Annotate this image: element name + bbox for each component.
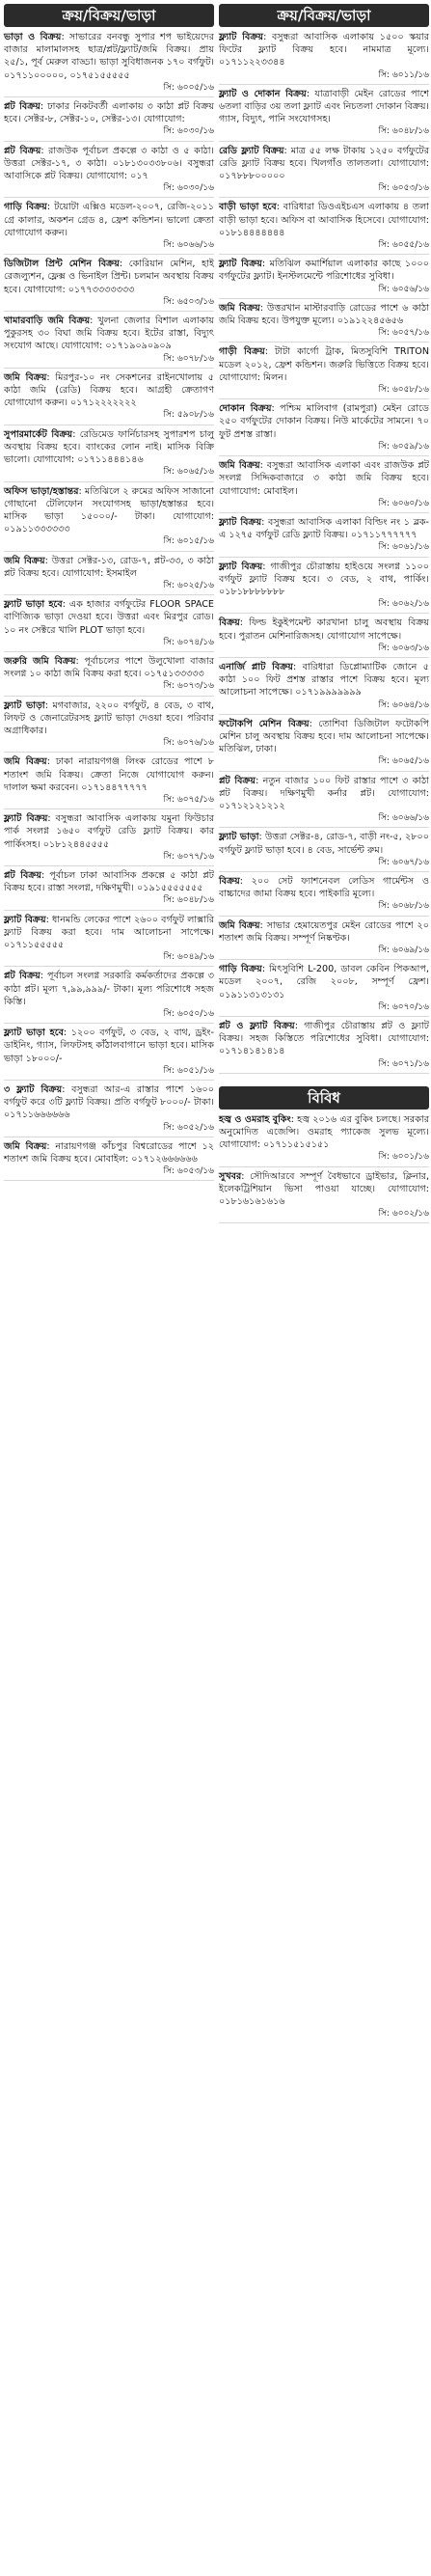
ad-heading: জমি বিক্রয় bbox=[219, 460, 260, 472]
classified-ad bbox=[4, 201, 214, 255]
classified-ad bbox=[4, 315, 214, 369]
ad-heading: জমি বিক্রয় bbox=[4, 371, 47, 383]
ad-heading: জমি বিক্রয় bbox=[219, 302, 260, 314]
ad-body: : পূর্বাচলের পাশে উলুখোলা বাজার সংলগ্ন ১০ কাঠা জমি বিক্রয় করা হবে। ০১৭৫১৩৩৩৩৩ bbox=[4, 655, 215, 680]
section-banner-miscellaneous: বিবিধ bbox=[219, 1086, 429, 1110]
ad-body: : নতুন বাজার ১০০ ফিট রাস্তার পাশে ৩ কাঠা প্লট বিক্রয়। দক্ষিণমুখী কর্নার প্লট। যোগাযোগ: ০১৭১২১২১২১২ bbox=[219, 775, 430, 811]
classified-ad bbox=[219, 617, 429, 658]
ad-code: সি: ৬০৭৮/১৬ bbox=[163, 353, 214, 364]
ad-heading: রেডি ফ্ল্যাট বিক্রয় bbox=[219, 145, 284, 156]
ad-body: : মাত্র ৫৫ লক্ষ টাকায় ১২৫০ বর্গফুটের রেডি ফ্ল্যাট বিক্রয় হবে। খিলগাঁও তালতলা। যোগাযোগ: ০১৭৮৮৮০০০০০ bbox=[219, 145, 429, 182]
classified-ad bbox=[4, 755, 214, 809]
ad-heading: প্লট বিক্রয় bbox=[4, 971, 40, 982]
ad-heading: সুখবর bbox=[219, 1170, 242, 1182]
classified-ad bbox=[4, 555, 214, 596]
ad-body: : যাত্রাবাড়ী মেইন রোডের পাশে ৬তলা বাড়ির ৩য় তলা ফ্ল্যাট এবং নিচতলা দোকান বিক্রয়। গ্যাস, বিদ্যুৎ, পানি সংযোগসহ। bbox=[219, 88, 429, 125]
ad-code: সি: ৬০৬৬/১৬ bbox=[163, 240, 214, 251]
ad-heading: গাড়ী বিক্রয় bbox=[219, 346, 265, 358]
classified-ad bbox=[219, 31, 429, 85]
classified-ad bbox=[4, 1027, 214, 1081]
classified-ad bbox=[219, 345, 429, 399]
ad-body: : উত্তরখান মাস্টারবাড়ি রোডের পাশে ৬ কাঠা জমি বিক্রয় হবে। উপযুক্ত মূল্যে। ০১৯১২২৪৫৬৫৬ bbox=[219, 302, 429, 327]
classified-ad bbox=[4, 428, 214, 482]
classified-ad bbox=[219, 718, 429, 772]
ad-heading: গাড়ি বিক্রয় bbox=[219, 964, 262, 975]
ad-heading: ফটোকপি মেশিন বিক্রয় bbox=[219, 718, 310, 729]
ad-body: : গাজীপুর চৌরাস্তায় প্লট ও ফ্ল্যাট বিক্রয়। সহজ কিস্তিতে পরিশোধের সুবিধা। যোগাযোগ: ০১৭১৪১৪১৪১৪ bbox=[219, 1021, 429, 1057]
classified-ad bbox=[219, 1170, 429, 1224]
ad-body: : সাভার হেমায়েতপুর মেইন রোডের পাশে ২০ শতাংশ জমি বিক্রয়। সম্পূর্ণ নিষ্কণ্টক। bbox=[219, 919, 429, 944]
ad-body: : সাভারের বনবন্ধু সুপার শপ ভাইয়েদের বাজার মালামালসহ ছাত্র/প্লট/ফ্ল্যাট/জমি বিক্রয়। প্রায় ২৫/১, পূর্ব মেরুল বাড্ডা। ভাড়া সুবিধাজনক ১৭০ বর্গফুট। ০১৭১১০০০০০, ০১৭৫১৫৫৫৫৫ bbox=[4, 32, 214, 81]
classified-ad bbox=[4, 914, 214, 968]
ad-body: : ঢাকা নারায়ণগঞ্জ লিংক রোডের পাশে ৮ শতাংশ জমি বিক্রয়। ক্রেতা নিজে যোগাযোগ করুন। দালাল ক্ষমা করবেন। ০১৭১৪৪৭৭৭৭৭ bbox=[4, 756, 214, 793]
ad-heading: প্লট বিক্রয় bbox=[4, 869, 41, 881]
ad-heading: প্লট বিক্রয় bbox=[4, 101, 40, 113]
classified-ad bbox=[4, 258, 214, 312]
ad-body: : রাজউক পূর্বাচল প্রকল্পে ৩ কাঠা ও ৫ কাঠা। উত্তরা সেক্টর-১৭, ৩ কাঠা। ০১৮১৩০৩৩৮০৬। বসুন্ধরা আবাসিকে প্লট বিক্রয়। যোগাযোগ: ০১৭ bbox=[4, 145, 214, 182]
ad-heading: প্লট বিক্রয় bbox=[219, 775, 256, 786]
classified-ad bbox=[219, 775, 429, 829]
ad-heading: ফ্ল্যাট ভাড়া হবে bbox=[4, 599, 63, 611]
ad-code: সি: ৬০৭০/১৬ bbox=[378, 1001, 429, 1012]
ad-heading: হজ্ব ও ওমরাহ বুকিং bbox=[219, 1113, 291, 1125]
ad-code: সি: ৬০৪৮/১৬ bbox=[163, 895, 214, 906]
ad-code: সি: ৬০৫৫/১৬ bbox=[378, 240, 429, 251]
ad-code: সি: ৬০৫৮/১৬ bbox=[378, 385, 429, 396]
ad-code: সি: ৬০৭৩/১৬ bbox=[163, 681, 214, 692]
classified-ad bbox=[219, 459, 429, 513]
ad-body: : সৌদিআরবে সম্পূর্ণ বৈধভাবে ড্রাইভার, ক্লিনার, ইলেকট্রিশিয়ান ভিসা পাওয়া যাচ্ছে। যোগাযোগ: ০১৮১৬১৬১৬১৬ bbox=[219, 1170, 429, 1208]
ad-code: সি: ৬০৭৭/১৬ bbox=[163, 851, 214, 862]
ad-heading: ফ্ল্যাট বিক্রয় bbox=[219, 259, 262, 270]
ad-heading: বিক্রয় bbox=[219, 617, 240, 629]
ad-body: : বসুন্ধরা আবাসিক এলাকায় যমুনা ফিউচার পার্ক সংলগ্ন ১৬৫০ বর্গফুট রেডি ফ্ল্যাট বিক্রয়। কার পার্কিংসহ। ০১৮১২৪৪৫৫৫৫ bbox=[4, 813, 214, 850]
ad-code: সি: ৫৯০৮/১৬ bbox=[163, 410, 214, 421]
ad-body: : বারিধারা ডিপ্লোম্যাটিক জোনে ৫ কাঠা ১০০ ফিট প্রশস্ত রাস্তার পাশে বিক্রয় হবে। মূল্য আলোচনা সাপেক্ষে। ০১৭১৯৯৯৯৯৯৯ bbox=[219, 661, 429, 699]
ad-body: : ঢাকার নিকটবর্তী এলাকায় ৩ কাঠা প্লট বিক্রয় হবে। সেক্টর-৮, সেক্টর-১০, সেক্টর-১৩। যোগাযোগ: bbox=[4, 101, 214, 125]
ad-heading: জমি বিক্রয় bbox=[4, 756, 47, 768]
ad-code: সি: ৬০৫২/১৬ bbox=[163, 1122, 214, 1133]
ad-body: : হজ্ব ২০১৬ এর বুকিং চলছে। সরকার অনুমোদিত এজেন্সি। ওমরাহ প্যাকেজ সুলভ মূল্যে। যোগাযোগ: ০১৭১১৫১৫১৫১ bbox=[219, 1113, 429, 1151]
ad-body: : পশ্চিম মালিবাগ (রামপুরা) মেইন রোডে ২৫০ বর্গফুটের দোকান বিক্রয়। নিউ মার্কেটের সামনে। ৭০ ফুট প্রশস্ত রাস্তা। bbox=[219, 403, 429, 440]
ad-heading: ডিজিটাল প্রিন্ট মেশিন বিক্রয় bbox=[4, 259, 120, 270]
ad-body: : গাজীপুর চৌরাস্তায় হাইওয়ে সংলগ্ন ১১০০ বর্গফুট ফ্ল্যাট বিক্রয় হবে। ৩ বেড, ২ বাথ, পার্কিং। ০১৮১৮৮৮৮৮৮৮ bbox=[219, 561, 430, 597]
ad-code: সি: ৬০৪৮/১৬ bbox=[378, 126, 429, 137]
ad-heading: ফ্ল্যাট ও দোকান বিক্রয় bbox=[219, 88, 307, 99]
ad-code: সি: ৬০৭৪/১৬ bbox=[163, 637, 214, 647]
ad-list bbox=[219, 31, 429, 1074]
classified-ad bbox=[219, 258, 429, 299]
ad-heading: বিক্রয় bbox=[219, 875, 240, 887]
classified-ad bbox=[4, 598, 214, 652]
ad-code: সি: ৬০৭১/১৬ bbox=[378, 1058, 429, 1069]
ad-body: : বারিধারা ডিওএইচএস এলাকায় ৪ তলা বাড়ী ভাড়া হবে। অফিস বা আবাসিক হিসেবে। যোগাযোগ: ০১৮১৪৪৪৪৪৪৪ bbox=[219, 202, 429, 238]
ad-code: সি: ৬০৫০/১৬ bbox=[163, 1009, 214, 1020]
classified-ad bbox=[4, 1140, 214, 1182]
ad-code: সি: ৬০৬১/১৬ bbox=[378, 542, 429, 553]
ad-body: : খুলনা জেলার বিশাল এলাকায় পুকুরসহ ৩০ বিঘা জমি বিক্রয় হবে। ইটের রাস্তা, বিদ্যুৎ সংযোগ আছে। যোগাযোগ: ০১৭১৯০৯০৯০৯ bbox=[4, 315, 214, 352]
ad-code: সি: ৬০৬৯/১৬ bbox=[378, 945, 429, 955]
classified-ad bbox=[4, 1083, 214, 1137]
ad-heading: ফ্ল্যাট ভাড়া হবে bbox=[4, 1028, 64, 1039]
ad-body: : রেডিমেড ফার্নিচারসহ সুপারশপ চালু অবস্থায় বিক্রয় হবে। ব্যাংকের লোন নাই। মাসিক বিক্রি ভালো। যোগাযোগ: ০১৭১১৪৪৪১৪৬ bbox=[4, 428, 214, 466]
ad-code: সি: ৬০১১/১৬ bbox=[378, 69, 429, 80]
ad-body: : বসুন্ধরা আবাসিক এলাকা বিল্ডিং নং ১ ব্লক-এ ১২৭৫ বর্গফুট রেডি ফ্ল্যাট বিক্রয়। ০১৭১১৭৭৭৭৭৭ bbox=[219, 516, 429, 541]
classified-ad bbox=[4, 100, 214, 142]
ad-heading: ভাড়া ও বিক্রয় bbox=[4, 32, 62, 42]
ad-heading: ফ্ল্যাট বিক্রয় bbox=[4, 914, 46, 925]
ad-body: : মতিঝিল কমার্শিয়াল এলাকার কাছে ১০০০ বর্গফুটের ফ্ল্যাট। ইনস্টলমেন্টে পরিশোধের সুবিধা। bbox=[219, 259, 429, 283]
ad-code: সি: ৬০৩০/১৬ bbox=[163, 126, 214, 137]
classified-ad bbox=[4, 145, 214, 199]
ad-body: : টাটা কার্গো ট্রাক, মিতসুবিশি TRITON মডেল ২০১২, ফ্রেশ কন্ডিশন। জরুরি ভিত্তিতে বিক্রয় হবে। যোগাযোগ: মিলন। bbox=[219, 346, 429, 383]
ad-heading: বাড়ী ভাড়া হবে bbox=[219, 202, 277, 213]
ad-code: সি: ৬০২৫/১৬ bbox=[163, 580, 214, 590]
classified-ad bbox=[219, 919, 429, 961]
ad-code: সি: ৬০৬২/১৬ bbox=[378, 599, 429, 610]
classified-ad bbox=[219, 561, 429, 615]
ad-body: : ২০০ সেট ফ্যাশনেবল লেডিস গার্মেন্টস ও বাচ্চাদের জামা বিক্রয় হবে। পাইকারি মূল্যে। bbox=[219, 875, 429, 900]
classified-ad bbox=[219, 875, 429, 917]
ad-heading: ৩ ফ্ল্যাট বিক্রয় bbox=[4, 1084, 63, 1096]
ad-body: : উত্তরা সেক্টর-৪, রোড-৭, বাড়ী নং-৫, ২৮০০ বর্গফুট ফ্ল্যাট ভাড়া হবে। ৪ বেড, সার্ভেন্ট রুম। bbox=[219, 832, 429, 856]
ad-body: : ফিল্ড ইকুইপমেন্ট কারখানা চালু অবস্থায় বিক্রয় হবে। পুরাতন মেশিনারিজসহ। যোগাযোগ সাপেক্ষে। bbox=[219, 617, 429, 642]
ad-heading: জমি বিক্রয় bbox=[219, 919, 260, 931]
classified-ad bbox=[4, 970, 214, 1024]
ad-heading: গাড়ি বিক্রয় bbox=[4, 202, 47, 213]
ad-code: সি: ৬০৬৫/১৬ bbox=[163, 467, 214, 478]
section-banner-buy-sell-rent: ক্রয়/বিক্রয়/ভাড়া bbox=[4, 4, 214, 27]
ad-body: : মতিঝিলে ২ রুমের অফিস সাজানো গোছানো টেলিফোন সংযোগসহ ভাড়া/হস্তান্তর হবে। মাসিক ভাড়া ১৫০০০/- টাকা। যোগাযোগ: ০১৯১১৩৩৩৩৩৩ bbox=[4, 485, 215, 535]
ad-code: সি: ৬০১৫/১৬ bbox=[163, 536, 214, 547]
ad-heading: খামারবাড়ি জমি বিক্রয় bbox=[4, 315, 91, 327]
ad-body: : এক হাজার বর্গফুটের FLOOR SPACE বাণিজ্যিক ভাড়া দেওয়া হবে। উত্তরা এবং মিরপুর রোড। ১০ নং সেক্টরে খালি PLOT ভাড়া হবে। bbox=[4, 599, 214, 636]
ad-code: সি: ৬০৩০/১৬ bbox=[163, 183, 214, 194]
ad-body: : পূর্বাচল ঢাকা আবাসিক প্রকল্পে ৫ কাঠা প্লট বিক্রয় হবে। রাস্তা সংলগ্ন, দক্ষিণমুখী। ০১৯১৫৫৫৫৫৫৫ bbox=[4, 869, 215, 894]
ad-heading: সুপারমার্কেট বিক্রয় bbox=[4, 428, 73, 440]
ad-heading: দোকান বিক্রয় bbox=[219, 403, 272, 415]
ad-code: সি: ৬৫০৩/১৬ bbox=[163, 296, 214, 307]
ad-code: সি: ৬০৫৬/১৬ bbox=[378, 284, 429, 294]
classified-ad bbox=[4, 31, 214, 97]
ad-code: সি: ৬০৫৩/১৬ bbox=[378, 183, 429, 194]
ad-heading: প্লট বিক্রয় bbox=[4, 145, 41, 156]
classified-ad bbox=[4, 485, 214, 552]
ad-code: সি: ৬০০২/১৬ bbox=[378, 1209, 429, 1219]
ad-heading: ফ্ল্যাট বিক্রয় bbox=[219, 516, 262, 528]
classified-ad bbox=[4, 869, 214, 911]
classified-ad bbox=[219, 963, 429, 1017]
ad-body: : মগবাজার, ২২০০ বর্গফুট, ৪ বেড, ৩ বাথ, লিফট ও জেনারেটরসহ ফ্ল্যাট ভাড়া দেওয়া হবে। পরিবার অগ্রাধিকার। bbox=[4, 699, 214, 736]
ad-heading: ফ্ল্যাট ভাড়া bbox=[219, 832, 259, 843]
section-banner-buy-sell-rent: ক্রয়/বিক্রয়/ভাড়া bbox=[219, 4, 429, 27]
ad-body: : মিৎসুবিশি L-200, ডাবল কেবিন পিকআপ, মডেল ২০০৭, রেজি ২০০৮, সম্পূর্ণ ফ্রেশ। ০১৯১১৩১৩১৩১ bbox=[219, 964, 429, 1000]
ad-body: : বসুন্ধরা আবাসিক এলাকায় ১৫০০ স্কয়ার ফিটের ফ্ল্যাট বিক্রয় হবে। নামমাত্র মূল্যে। ০১৭১১২২৩৩৪৪ bbox=[219, 32, 429, 69]
ad-code: সি: ৬০৫৭/১৬ bbox=[378, 328, 429, 339]
classified-ad bbox=[4, 371, 214, 425]
ad-code: সি: ৬০৬০/১৬ bbox=[378, 498, 429, 508]
ad-code: সি: ৬০৬৪/১৬ bbox=[378, 699, 429, 710]
ad-code: সি: ৬০৬৭/১৬ bbox=[378, 857, 429, 867]
ad-heading: ফ্ল্যাট বিক্রয় bbox=[219, 561, 263, 572]
ad-code: সি: ৬০০১/১৬ bbox=[378, 1152, 429, 1163]
ad-code: সি: ৬০০৫/১৬ bbox=[163, 82, 214, 93]
ad-body: : ১২০০ বর্গফুট, ৩ বেড, ২ বাথ, ড্রইং-ডাইনিং, গ্যাস, লিফটসহ কাঁঠালবাগানে ভাড়া হবে। মাসিক ভাড়া ১৮০০০/- bbox=[4, 1028, 214, 1064]
classified-ad bbox=[219, 661, 429, 715]
classified-ad bbox=[219, 1113, 429, 1167]
classified-ad bbox=[219, 302, 429, 343]
classified-ad bbox=[219, 201, 429, 255]
ad-body: : পূর্বাচল সংলগ্ন সরকারি কর্মকর্তাদের প্রকল্পে ৩ কাঠা প্লট। মূল্য ৭,৯৯,৯৯৯/- টাকা। মূল্য পরিশোধে সহজ কিস্তি। bbox=[4, 971, 214, 1007]
classified-ad bbox=[219, 1020, 429, 1074]
ad-code: সি: ৬০৫৯/১৬ bbox=[378, 441, 429, 452]
classified-ad bbox=[4, 655, 214, 697]
ad-code: সি: ৬০৬৩/১৬ bbox=[378, 643, 429, 653]
ad-code: সি: ৬০৭৬/১৬ bbox=[163, 738, 214, 749]
classified-ad bbox=[219, 145, 429, 199]
ad-body: : তোশিবা ডিজিটাল ফটোকপি মেশিন চালু অবস্থায় বিক্রয় হবে। দাম আলোচনা সাপেক্ষে। মতিঝিল, ঢাকা। bbox=[219, 718, 430, 755]
ad-body: : বসুন্ধরা আবাসিক এলাকা এবং রাজউক প্লট সংলগ্ন সিদ্দিকবাজারে ৩ কাঠা জমি বিক্রয় হবে। যোগাযোগ: মোবাইল। bbox=[219, 460, 429, 497]
ad-code: সি: ৬০৪৯/১৬ bbox=[163, 952, 214, 963]
ad-body: : বসুন্ধরা আর-এ রাস্তার পাশে ১৬০০ বর্গফুট করে ৩টি ফ্ল্যাট বিক্রয়। প্রতি বর্গফুট ৮০০০/- টাকা। ০১৭১১৬৬৬৬৬৬ bbox=[4, 1084, 214, 1121]
classified-ad bbox=[4, 699, 214, 754]
ad-body: : টয়োটা এক্সিও মডেল-২০০৭, রেজি-২০১১ গ্রে কালার, অকশন গ্রেড ৪, ফ্রেশ কন্ডিশন। ভালো ক্রেতা যোগাযোগ করুন। bbox=[4, 202, 214, 238]
classified-ad bbox=[219, 402, 429, 456]
ad-code: সি: ৬০৫৩/১৬ bbox=[163, 1166, 214, 1177]
ad-heading: ফ্ল্যাট ভাড়া bbox=[4, 699, 45, 711]
ad-code: সি: ৬০৫১/১৬ bbox=[163, 1065, 214, 1076]
ad-list bbox=[4, 31, 214, 1181]
classified-ad bbox=[219, 88, 429, 142]
right-column bbox=[219, 4, 429, 1226]
ad-heading: ফ্ল্যাট বিক্রয় bbox=[4, 813, 48, 825]
ad-heading: অফিস ভাড়া/হস্তান্তর bbox=[4, 485, 79, 497]
ad-body: : নারায়ণগঞ্জ কাঁচপুর বিশ্বরোডের পাশে ১২ শতাংশ জমি বিক্রয় হবে। মোবাইল: ০১৭১২৬৬৬৬৬৬ bbox=[4, 1140, 215, 1165]
left-column bbox=[4, 4, 214, 1184]
ad-body: : মিরপুর-১০ নং সেকশনের রাইনখোলায় ৫ কাঠা জমি (রেডি) বিক্রয় হবে। আগ্রহী ক্রেতাগণ যোগাযোগ করুন। ০১৭১২২২২২২২ bbox=[4, 371, 214, 409]
ad-code: সি: ৬০৭৫/১৬ bbox=[163, 794, 214, 805]
ad-heading: জমি বিক্রয় bbox=[4, 555, 45, 566]
classified-ad bbox=[4, 812, 214, 866]
classified-ad bbox=[219, 831, 429, 872]
ad-list bbox=[219, 1113, 429, 1224]
ad-body: : ধানমন্ডি লেকের পাশে ২৬০০ বর্গফুট লাক্সারি ফ্ল্যাট বিক্রয় করা হবে। দাম আলোচনা সাপেক্ষে। ০১৭১১৫৫৫৫৫ bbox=[4, 914, 214, 950]
ad-heading: জরুরি জমি বিক্রয় bbox=[4, 655, 76, 667]
ad-body: : উত্তরা সেক্টর-১৩, রোড-৭, প্লট-৩৩, ৩ কাঠা প্লট বিক্রয় হবে। যোগাযোগ: ইসমাইল bbox=[4, 555, 214, 579]
ad-body: : কোরিয়ান মেশিন, হাই রেজল্যুশন, ফ্লেক্স ও ভিনাইল প্রিন্ট। চলমান অবস্থায় বিক্রয় হবে। যোগাযোগ: ০১৭৭৩৩৩৩৩৩৩ bbox=[4, 259, 214, 295]
ad-heading: ফ্ল্যাট বিক্রয় bbox=[219, 32, 264, 42]
ad-heading: এনার্জি প্লাট বিক্রয় bbox=[219, 661, 293, 672]
ad-code: সি: ৬০৬৬/১৬ bbox=[378, 813, 429, 824]
classified-ad bbox=[219, 516, 429, 558]
ad-code: সি: ৬০৬৮/১৬ bbox=[378, 901, 429, 912]
ad-heading: প্লট ও ফ্ল্যাট বিক্রয় bbox=[219, 1021, 295, 1032]
ad-code: সি: ৬০৬৫/১৬ bbox=[378, 756, 429, 767]
ad-heading: জমি বিক্রয় bbox=[4, 1140, 47, 1152]
